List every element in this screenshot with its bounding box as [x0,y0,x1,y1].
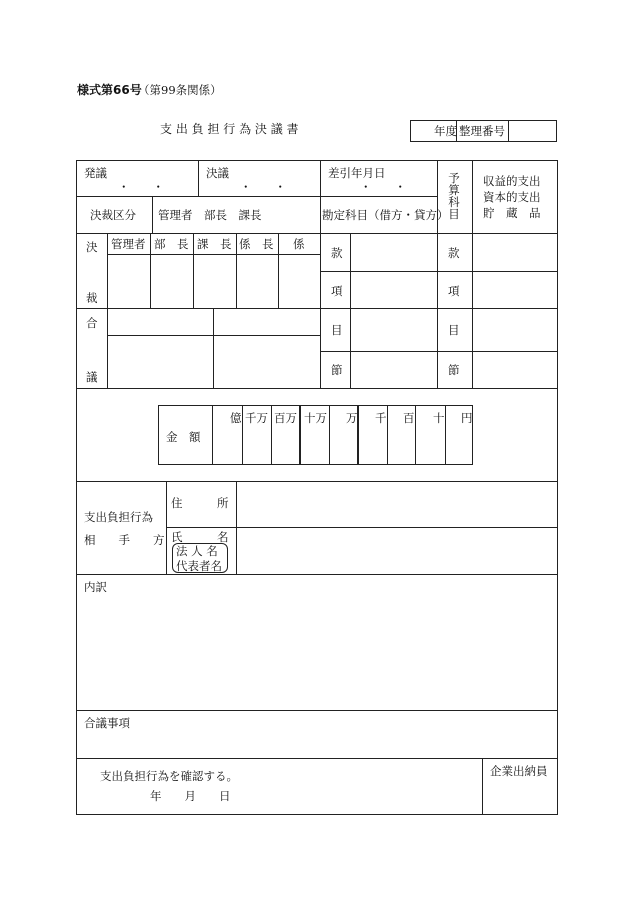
hatsugi-date: ・ ・ [118,180,164,194]
unit-juman: 十万 [304,411,327,425]
kan-label-right: 款 [448,246,460,260]
ketsugi-label: 決議 [206,166,229,180]
role-staff: 係 [293,237,305,251]
kan-label-left: 款 [331,246,343,260]
form-frame [76,160,558,815]
budget-category-label: 予算科目 [448,171,460,221]
sai-label: 裁 [86,291,98,305]
year-label: 年度 [434,124,457,138]
unit-oku: 億 [230,411,242,425]
gi-label: 議 [86,370,98,384]
kessai-levels: 管理者 部長 課長 [158,208,262,222]
representative-label: 代表者名 [176,559,222,573]
budget-type-3: 貯 蔵 品 [483,206,541,220]
sashihiki-date: ・ ・ [360,180,406,194]
sashihiki-label: 差引年月日 [328,166,386,180]
reference-number-label: 整理番号 [459,124,505,138]
name-label: 氏 名 [171,530,229,544]
ketsugi-date: ・ ・ [240,180,286,194]
go-label: 合 [86,316,98,330]
unit-man: 万 [346,411,358,425]
unit-sen: 千 [375,411,387,425]
confirm-date: 年 月 日 [150,789,231,803]
role-section-chief: 課 長 [197,237,232,251]
form-relation: （第99条関係） [138,83,222,97]
role-director: 部 長 [154,237,189,251]
unit-ju: 十 [433,411,445,425]
address-label: 住 所 [171,496,229,510]
confirm-text: 支出負担行為を確認する。 [100,769,238,783]
counterparty-label-2: 相 手 方 [84,533,165,547]
account-item-label: 勘定科目（借方・貸方） [322,208,449,222]
hatsugi-label: 発議 [84,166,107,180]
amount-label: 金 額 [166,430,201,444]
unit-hyakuman: 百万 [274,411,297,425]
unit-en: 円 [461,411,473,425]
role-subsection-chief: 係 長 [239,237,274,251]
setsu-label-left: 節 [331,363,343,377]
setsu-label-right: 節 [448,363,460,377]
moku-label-right: 目 [448,323,460,337]
kou-label-right: 項 [448,284,460,298]
officer-label: 企業出納員 [490,764,548,778]
budget-type-1: 収益的支出 [483,174,541,188]
consult-label: 合議事項 [84,716,130,730]
form-title: 支 出 負 担 行 為 決 議 書 [160,122,299,136]
role-manager: 管理者 [111,237,146,251]
ketsu-label: 決 [86,240,98,254]
form-number: 様式第66号 [77,83,142,97]
budget-type-2: 資本的支出 [483,190,541,204]
details-label: 内訳 [84,580,107,594]
unit-senman: 千万 [245,411,268,425]
moku-label-left: 目 [331,323,343,337]
unit-hyaku: 百 [403,411,415,425]
corp-name-label: 法 人 名 [176,544,218,558]
kessai-kubun-label: 決裁区分 [90,208,136,222]
kou-label-left: 項 [331,284,343,298]
counterparty-label-1: 支出負担行為 [84,510,153,524]
